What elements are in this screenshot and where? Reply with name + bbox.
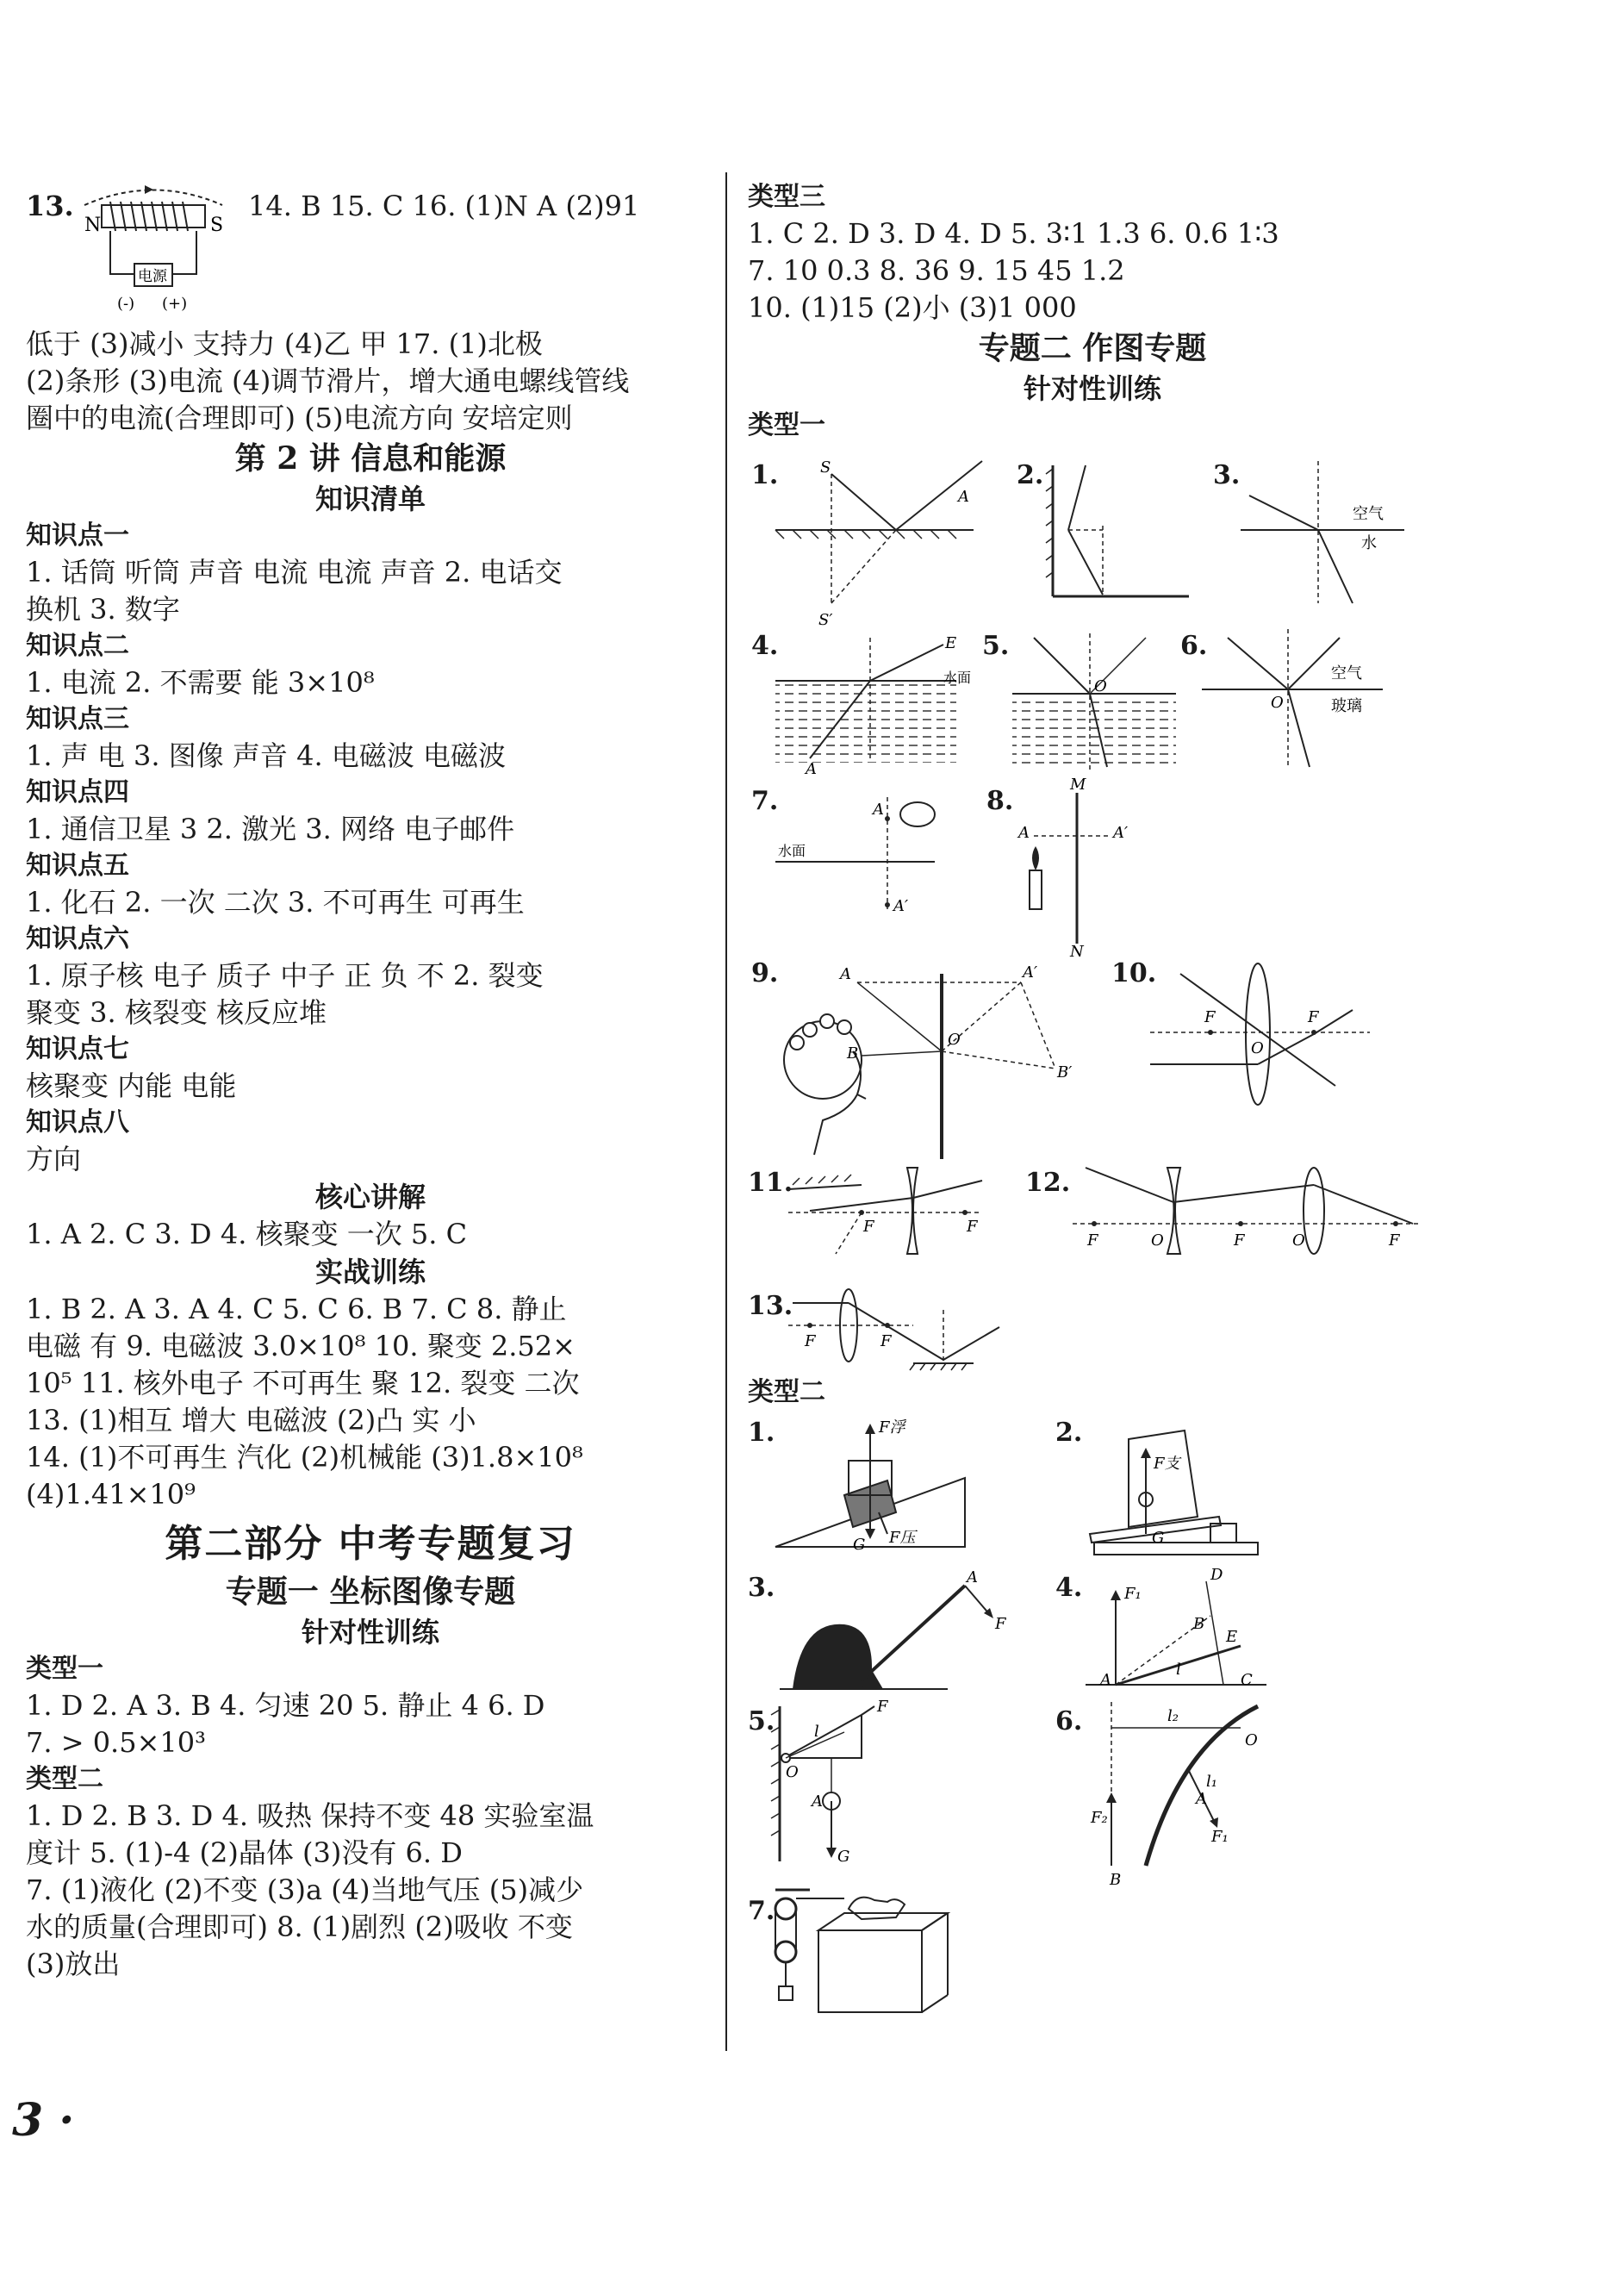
force-figure-1 bbox=[767, 1413, 982, 1560]
optics-figure-8 bbox=[1008, 776, 1137, 957]
fig-label: 11. bbox=[748, 1168, 793, 1198]
core-line: 1. A 2. C 3. D 4. 核聚变 一次 5. C bbox=[26, 1218, 468, 1250]
kp-line: 换机 3. 数字 bbox=[26, 593, 180, 626]
f-label: F bbox=[1234, 1231, 1245, 1250]
f-press-label: F压 bbox=[889, 1529, 916, 1547]
fig-label: 2. bbox=[1055, 1418, 1083, 1448]
air-label: 空气 bbox=[1353, 505, 1384, 523]
g-label: G bbox=[1152, 1529, 1165, 1547]
l-label: l bbox=[1176, 1661, 1181, 1679]
a-label: A bbox=[1018, 824, 1030, 842]
q13-label: 13. bbox=[26, 190, 74, 222]
solenoid-diagram bbox=[67, 179, 240, 326]
type2-line: 1. D 2. B 3. D 4. 吸热 保持不变 48 实验室温 bbox=[26, 1799, 594, 1832]
m-label: M bbox=[1070, 776, 1086, 794]
fig-label: 3. bbox=[748, 1573, 775, 1603]
right-column bbox=[748, 179, 1609, 444]
l2-label: l₂ bbox=[1167, 1707, 1179, 1725]
force-figure-7 bbox=[767, 1883, 974, 2021]
kp-line: 聚变 3. 核裂变 核反应堆 bbox=[26, 996, 327, 1029]
optics-figure-5 bbox=[1008, 629, 1180, 776]
a-label: A bbox=[958, 488, 969, 506]
minus-terminal: (-) bbox=[117, 295, 135, 313]
f2-label: F₂ bbox=[1091, 1809, 1108, 1827]
optics-figure-7 bbox=[771, 780, 969, 926]
topic2-subtitle: 针对性训练 bbox=[1023, 372, 1161, 405]
kp-title: 知识点三 bbox=[26, 704, 129, 734]
fig-label: 2. bbox=[1017, 460, 1044, 490]
page-number: 3 · bbox=[12, 2094, 75, 2147]
s-label: S bbox=[820, 458, 831, 477]
a-label: A bbox=[806, 760, 817, 776]
o-label: O bbox=[1292, 1231, 1305, 1250]
practice-line: 13. (1)相互 增大 电磁波 (2)凸 实 小 bbox=[26, 1404, 476, 1437]
type2-line: (3)放出 bbox=[26, 1948, 121, 1980]
type2-line: 7. (1)液化 (2)不变 (3)a (4)当地气压 (5)减少 bbox=[26, 1873, 584, 1906]
type1-title: 类型一 bbox=[26, 1654, 103, 1684]
f-label: F bbox=[1308, 1008, 1319, 1026]
glass-label: 玻璃 bbox=[1331, 697, 1362, 715]
practice-line: 电磁 有 9. 电磁波 3.0×10⁸ 10. 聚变 2.52× bbox=[26, 1330, 576, 1362]
plus-terminal: (+) bbox=[162, 295, 188, 313]
kp-title: 知识点六 bbox=[26, 924, 129, 954]
f-label: F bbox=[1204, 1008, 1216, 1026]
kp-line: 1. 电流 2. 不需要 能 3×10⁸ bbox=[26, 666, 375, 699]
answer-line: 低于 (3)减小 支持力 (4)乙 甲 17. (1)北极 bbox=[26, 327, 543, 360]
optics-type-title: 类型一 bbox=[748, 410, 825, 440]
practice-line: (4)1.41×10⁹ bbox=[26, 1478, 196, 1511]
optics-figure-6 bbox=[1202, 625, 1409, 771]
type2-title: 类型二 bbox=[26, 1764, 103, 1794]
kp-line: 1. 化石 2. 一次 二次 3. 不可再生 可再生 bbox=[26, 886, 525, 919]
f-label: F bbox=[1087, 1231, 1098, 1250]
fig-label: 3. bbox=[1213, 460, 1241, 490]
kp-line: 1. 通信卫星 3 2. 激光 3. 网络 电子邮件 bbox=[26, 813, 515, 845]
d-label: D bbox=[1210, 1566, 1223, 1584]
l1-label: l₁ bbox=[1206, 1773, 1217, 1791]
fig-label: 4. bbox=[1055, 1573, 1083, 1603]
a-label: A bbox=[967, 1568, 978, 1586]
water-surface-label: 水面 bbox=[778, 843, 806, 859]
power-source-label: 电源 bbox=[138, 268, 167, 285]
practice-line: 10⁵ 11. 核外电子 不可再生 聚 12. 裂变 二次 bbox=[26, 1367, 580, 1399]
b-label: B bbox=[1110, 1871, 1122, 1889]
optics-figure-11 bbox=[784, 1159, 991, 1262]
f-label: F bbox=[967, 1218, 978, 1236]
answer-line: 圈中的电流(合理即可) (5)电流方向 安培定则 bbox=[26, 402, 573, 434]
kp-title: 知识点二 bbox=[26, 631, 129, 661]
practice-line: 1. B 2. A 3. A 4. C 5. C 6. B 7. C 8. 静止 bbox=[26, 1293, 567, 1325]
a-label: A bbox=[873, 801, 884, 819]
type3-line: 10. (1)15 (2)小 (3)1 000 bbox=[748, 291, 1077, 324]
b-prime-label: B′ bbox=[1057, 1063, 1073, 1082]
f1-label: F₁ bbox=[1211, 1828, 1229, 1846]
fig-label: 6. bbox=[1055, 1706, 1083, 1736]
fig-label: 1. bbox=[751, 460, 779, 490]
f-support-label: F支 bbox=[1154, 1455, 1180, 1473]
e-label: E bbox=[1226, 1628, 1238, 1646]
optics-figure-10 bbox=[1146, 957, 1378, 1112]
type1-line: 1. D 2. A 3. B 4. 匀速 20 5. 静止 4 6. D bbox=[26, 1689, 545, 1722]
f-label: F bbox=[877, 1698, 888, 1716]
kp-line: 方向 bbox=[26, 1143, 82, 1175]
kp-title: 知识点五 bbox=[26, 851, 129, 881]
optics-figure-1 bbox=[767, 457, 991, 629]
kp-line: 1. 话筒 听筒 声音 电流 电流 声音 2. 电话交 bbox=[26, 556, 563, 589]
f-label: F bbox=[1389, 1231, 1400, 1250]
force-figure-5 bbox=[767, 1698, 939, 1870]
fig-label: 5. bbox=[748, 1706, 775, 1736]
g-label: G bbox=[853, 1536, 866, 1554]
fig-label: 6. bbox=[1180, 631, 1208, 661]
kp-title: 知识点四 bbox=[26, 777, 129, 807]
lecture-subtitle: 知识清单 bbox=[314, 483, 426, 515]
o-label: O bbox=[1271, 694, 1284, 712]
a-prime-label: A′ bbox=[893, 897, 909, 915]
fig-label: 10. bbox=[1111, 958, 1157, 988]
type3-title: 类型三 bbox=[748, 182, 825, 212]
q13-row bbox=[26, 179, 715, 326]
fig-label: 1. bbox=[748, 1418, 775, 1448]
kp-line: 核聚变 内能 电能 bbox=[26, 1069, 237, 1102]
kp-title: 知识点七 bbox=[26, 1034, 129, 1064]
a-label: A bbox=[1100, 1671, 1111, 1689]
optics-figure-12 bbox=[1068, 1159, 1430, 1271]
lecture-title: 第 2 讲 信息和能源 bbox=[234, 440, 507, 477]
kp-title: 知识点八 bbox=[26, 1107, 129, 1138]
force-figure-3 bbox=[775, 1568, 1017, 1706]
coil-s-label: S bbox=[210, 215, 224, 236]
a-prime-label: A′ bbox=[1113, 824, 1129, 842]
l-label: l bbox=[814, 1723, 819, 1741]
optics-figure-2 bbox=[1042, 457, 1198, 612]
q13-answers: 14. B 15. C 16. (1)N A (2)91 bbox=[248, 190, 640, 222]
optics-figure-3 bbox=[1241, 457, 1430, 612]
optics-figure-4 bbox=[771, 629, 986, 776]
topic1-title: 专题一 坐标图像专题 bbox=[225, 1574, 516, 1610]
o-label: O bbox=[1245, 1731, 1258, 1749]
type1-line: 7. > 0.5×10³ bbox=[26, 1726, 206, 1759]
force-figure-2 bbox=[1081, 1405, 1271, 1560]
practice-title: 实战训练 bbox=[314, 1256, 426, 1288]
kp-line: 1. 声 电 3. 图像 声音 4. 电磁波 电磁波 bbox=[26, 739, 506, 772]
e-label: E bbox=[945, 634, 957, 652]
a-label: A bbox=[812, 1792, 823, 1811]
type3-line: 7. 10 0.3 8. 36 9. 15 45 1.2 bbox=[748, 254, 1125, 287]
o-label: O bbox=[1094, 677, 1107, 695]
type3-line: 1. C 2. D 3. D 4. D 5. 3∶1 1.3 6. 0.6 1∶3 bbox=[748, 217, 1279, 250]
practice-line: 14. (1)不可再生 汽化 (2)机械能 (3)1.8×10⁸ bbox=[26, 1441, 583, 1474]
o-label: O bbox=[1151, 1231, 1164, 1250]
o-label: O bbox=[786, 1763, 799, 1781]
n-label: N bbox=[1070, 943, 1084, 957]
f1-label: F₁ bbox=[1124, 1585, 1142, 1603]
force-figure-6 bbox=[1086, 1693, 1284, 1892]
part-title: 第二部分 中考专题复习 bbox=[165, 1522, 576, 1566]
fig-label: 9. bbox=[751, 958, 779, 988]
topic2-title: 专题二 作图专题 bbox=[978, 330, 1207, 366]
kp-line: 1. 原子核 电子 质子 中子 正 负 不 2. 裂变 bbox=[26, 959, 544, 992]
force-type-title: 类型二 bbox=[748, 1377, 825, 1407]
column-divider bbox=[725, 172, 727, 2051]
fig-label: 5. bbox=[982, 631, 1010, 661]
kp-title: 知识点一 bbox=[26, 520, 129, 551]
fig-label: 12. bbox=[1025, 1168, 1071, 1198]
topic1-subtitle: 针对性训练 bbox=[301, 1616, 439, 1649]
f-float-label: F浮 bbox=[879, 1418, 905, 1437]
b-label: B bbox=[847, 1044, 859, 1063]
core-title: 核心讲解 bbox=[314, 1181, 426, 1213]
water-label: 水 bbox=[1361, 534, 1377, 552]
o-label: O bbox=[948, 1031, 961, 1049]
air-label: 空气 bbox=[1331, 664, 1362, 683]
b-label: B bbox=[1193, 1615, 1205, 1633]
type2-line: 水的质量(合理即可) 8. (1)剧烈 (2)吸收 不变 bbox=[26, 1911, 573, 1943]
c-label: C bbox=[1241, 1671, 1253, 1689]
fig-label: 4. bbox=[751, 631, 779, 661]
force-figure-4 bbox=[1081, 1564, 1279, 1702]
optics-figure-9 bbox=[771, 948, 1090, 1172]
s-prime-label: S′ bbox=[818, 611, 833, 629]
a-label: A bbox=[1196, 1790, 1207, 1808]
f-label: F bbox=[995, 1615, 1006, 1633]
coil-n-label: N bbox=[84, 215, 102, 236]
fig-label: 8. bbox=[986, 786, 1014, 816]
f-label: F bbox=[805, 1332, 816, 1350]
o-label: O bbox=[1251, 1039, 1264, 1057]
a-prime-label: A′ bbox=[1023, 963, 1038, 982]
optics-figure-13 bbox=[784, 1284, 1025, 1379]
fig-label: 13. bbox=[748, 1291, 793, 1321]
water-surface-label: 水面 bbox=[943, 670, 972, 686]
answer-line: (2)条形 (3)电流 (4)调节滑片，增大通电螺线管线 bbox=[26, 365, 630, 397]
a-label: A bbox=[840, 965, 851, 983]
fig-label: 7. bbox=[751, 786, 779, 816]
type2-line: 度计 5. (1)-4 (2)晶体 (3)没有 6. D bbox=[26, 1836, 463, 1869]
f-label: F bbox=[880, 1332, 892, 1350]
g-label: G bbox=[837, 1848, 850, 1866]
f-label: F bbox=[863, 1218, 874, 1236]
left-column bbox=[26, 179, 715, 1983]
fig-label: 7. bbox=[748, 1896, 775, 1926]
